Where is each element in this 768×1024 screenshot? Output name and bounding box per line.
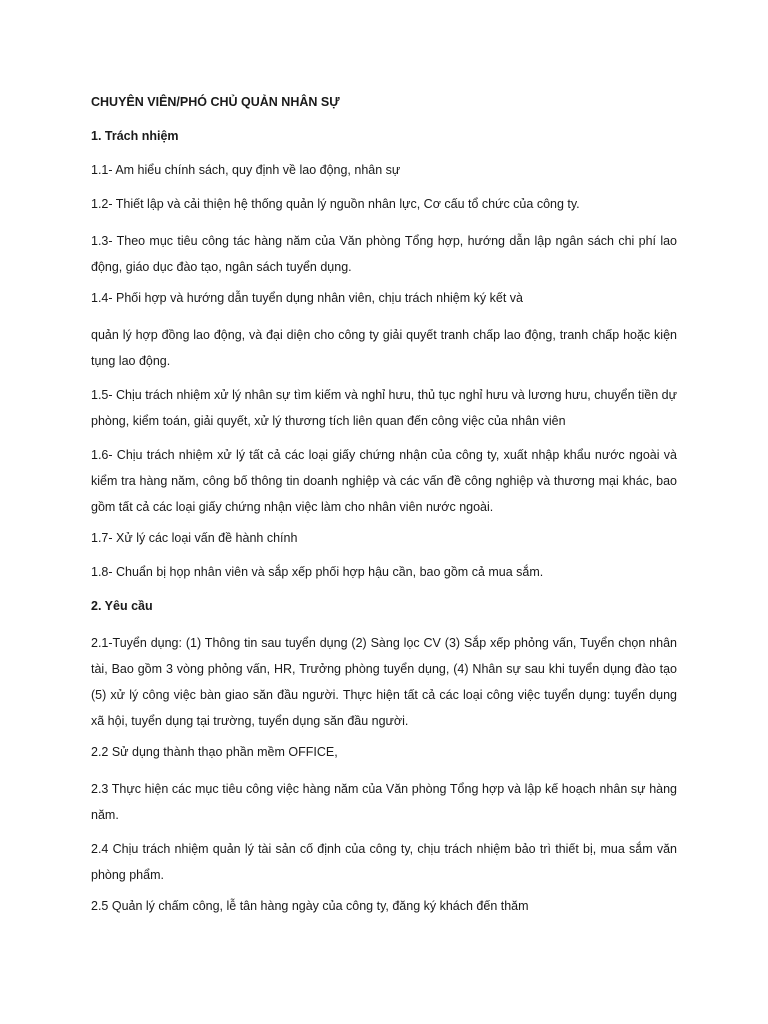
paragraph-1-7: 1.7- Xử lý các loại vấn đề hành chính	[91, 531, 298, 545]
paragraph-2-1: 2.1-Tuyển dụng: (1) Thông tin sau tuyển dụng (2) Sàng lọc CV (3) Sắp xếp phỏng vấn, Tuyển chọn nhân tài, Bao gồm 3 vòng phỏng vấn, HR, Trưởng phòng tuyển dụng, (4) Nhân sự sau khi tuyển dụng đào tạo (5) xử lý công việc bàn giao săn đầu người. Thực hiện tất cả các loại công việc tuyển dụng: tuyển dụng xã hội, tuyển dụng tại trường, tuyển dụng săn đầu người.	[91, 636, 677, 728]
paragraph-2-4: 2.4 Chịu trách nhiệm quản lý tài sản cố định của công ty, chịu trách nhiệm bảo trì thiết bị, mua sắm văn phòng phẩm.	[91, 842, 677, 882]
document-title: CHUYÊN VIÊN/PHÓ CHỦ QUẢN NHÂN SỰ	[91, 95, 340, 109]
paragraph-1-3: 1.3- Theo mục tiêu công tác hàng năm của Văn phòng Tổng hợp, hướng dẫn lập ngân sách chi phí lao động, giáo dục đào tạo, ngân sách tuyển dụng.	[91, 234, 677, 274]
section-heading-requirements: 2. Yêu cầu	[91, 599, 153, 613]
section-heading-responsibilities: 1. Trách nhiệm	[91, 129, 179, 143]
paragraph-2-3: 2.3 Thực hiện các mục tiêu công việc hàng năm của Văn phòng Tổng hợp và lập kế hoạch nhân sự hàng năm.	[91, 782, 677, 822]
paragraph-1-4-continued: quản lý hợp đồng lao động, và đại diện cho công ty giải quyết tranh chấp lao động, tranh chấp hoặc kiện tụng lao động.	[91, 328, 677, 368]
paragraph-1-4: 1.4- Phối hợp và hướng dẫn tuyển dụng nhân viên, chịu trách nhiệm ký kết và	[91, 291, 523, 305]
paragraph-1-6: 1.6- Chịu trách nhiệm xử lý tất cả các loại giấy chứng nhận của công ty, xuất nhập khẩu nước ngoài và kiểm tra hàng năm, công bố thông tin doanh nghiệp và các vấn đề công nghiệp và thương mại khác, bao gồm tất cả các loại giấy chứng nhận việc làm cho nhân viên nước ngoài.	[91, 448, 677, 514]
paragraph-1-8: 1.8- Chuẩn bị họp nhân viên và sắp xếp phối hợp hậu cần, bao gồm cả mua sắm.	[91, 565, 544, 579]
paragraph-1-1: 1.1- Am hiểu chính sách, quy định về lao động, nhân sự	[91, 163, 401, 177]
paragraph-1-2: 1.2- Thiết lập và cải thiện hệ thống quản lý nguồn nhân lực, Cơ cấu tổ chức của công ty.	[91, 197, 580, 211]
paragraph-2-5: 2.5 Quản lý chấm công, lễ tân hàng ngày của công ty, đăng ký khách đến thăm	[91, 899, 529, 913]
paragraph-2-2: 2.2 Sử dụng thành thạo phần mềm OFFICE,	[91, 745, 338, 759]
paragraph-1-5: 1.5- Chịu trách nhiệm xử lý nhân sự tìm kiếm và nghỉ hưu, thủ tục nghỉ hưu và lương hưu, chuyển tiền dự phòng, kiểm toán, giải quyết, xử lý thương tích liên quan đến công việc của nhân viên	[91, 388, 677, 428]
